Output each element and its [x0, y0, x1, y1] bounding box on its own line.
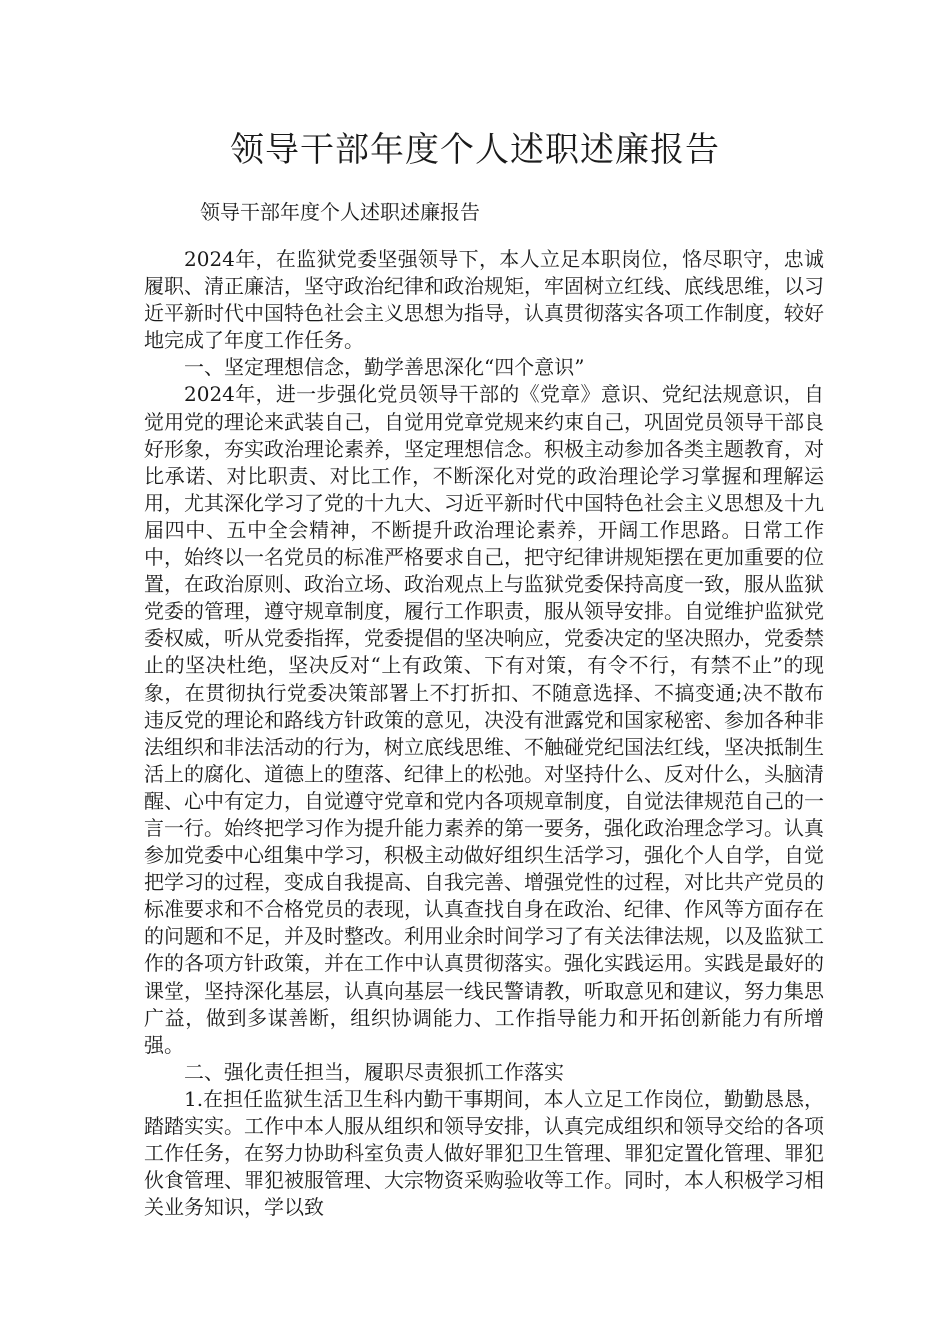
- section-1-paragraph: 2024年，进一步强化党员领导干部的《党章》意识、党纪法规意识，自觉用党的理论来武装自己，自觉用党章党规来约束自己，巩固党员领导干部良好形象，夯实政治理论素养，坚定理想信念。积极主动参加各类主题教育，对比承诺、对比职责、对比工作，不断深化对党的政治理论学习掌握和理解运用，尤其深化学习了党的十九大、习近平新时代中国特色社会主义思想及十九届四中、五中全会精神，不断提升政治理论素养，开阔工作思路。日常工作中，始终以一名党员的标准严格要求自己，把守纪律讲规矩摆在更加重要的位置，在政治原则、政治立场、政治观点上与监狱党委保持高度一致，服从监狱党委的管理，遵守规章制度，履行工作职责，服从领导安排。自觉维护监狱党委权威，听从党委指挥，党委提倡的坚决响应，党委决定的坚决照办，党委禁止的坚决杜绝，坚决反对“上有政策、下有对策，有令不行，有禁不止”的现象，在贯彻执行党委决策部署上不打折扣、不随意选择、不搞变通;决不散布违反党的理论和路线方针政策的意见，决没有泄露党和国家秘密、参加各种非法组织和非法活动的行为，树立底线思维、不触碰党纪国法红线，坚决抵制生活上的腐化、道德上的堕落、纪律上的松弛。对坚持什么、反对什么，头脑清醒、心中有定力，自觉遵守党章和党内各项规章制度，自觉法律规范自己的一言一行。始终把学习作为提升能力素养的第一要务，强化政治理念学习。认真参加党委中心组集中学习，积极主动做好组织生活学习，强化个人自学，自觉把学习的过程，变成自我提高、自我完善、增强党性的过程，对比共产党员的标准要求和不合格党员的表现，认真查找自身在政治、纪律、作风等方面存在的问题和不足，并及时整改。利用业余时间学习了有关法律法规，以及监狱工作的各项方针政策，并在工作中认真贯彻落实。强化实践运用。实践是最好的课堂，坚持深化基层，认真向基层一线民警请教，听取意见和建议，努力集思广益，做到多谋善断，组织协调能力、工作指导能力和开拓创新能力有所增强。: [144, 382, 824, 1057]
- section-heading-2: 二、强化责任担当，履职尽责狠抓工作落实: [184, 1059, 564, 1084]
- section-heading-1: 一、坚定理想信念，勤学善思深化“四个意识”: [184, 355, 585, 380]
- document-body: [144, 246, 824, 1221]
- section-2-paragraph: 1.在担任监狱生活卫生科内勤干事期间，本人立足工作岗位，勤勤恳恳，踏踏实实。工作中本人服从组织和领导安排，认真完成组织和领导交给的各项工作任务，在努力协助科室负责人做好罪犯卫生管理、罪犯定置化管理、罪犯伙食管理、罪犯被服管理、大宗物资采购验收等工作。同时，本人积极学习相关业务知识，学以致: [144, 1086, 824, 1220]
- document-title: 领导干部年度个人述职述廉报告: [230, 130, 720, 170]
- document-subtitle: 领导干部年度个人述职述廉报告: [200, 200, 480, 224]
- intro-paragraph: 2024年，在监狱党委坚强领导下，本人立足本职岗位，恪尽职守，忠诚履职、清正廉洁，坚守政治纪律和政治规矩，牢固树立红线、底线思维，以习近平新时代中国特色社会主义思想为指导，认真贯彻落实各项工作制度，较好地完成了年度工作任务。: [144, 247, 824, 353]
